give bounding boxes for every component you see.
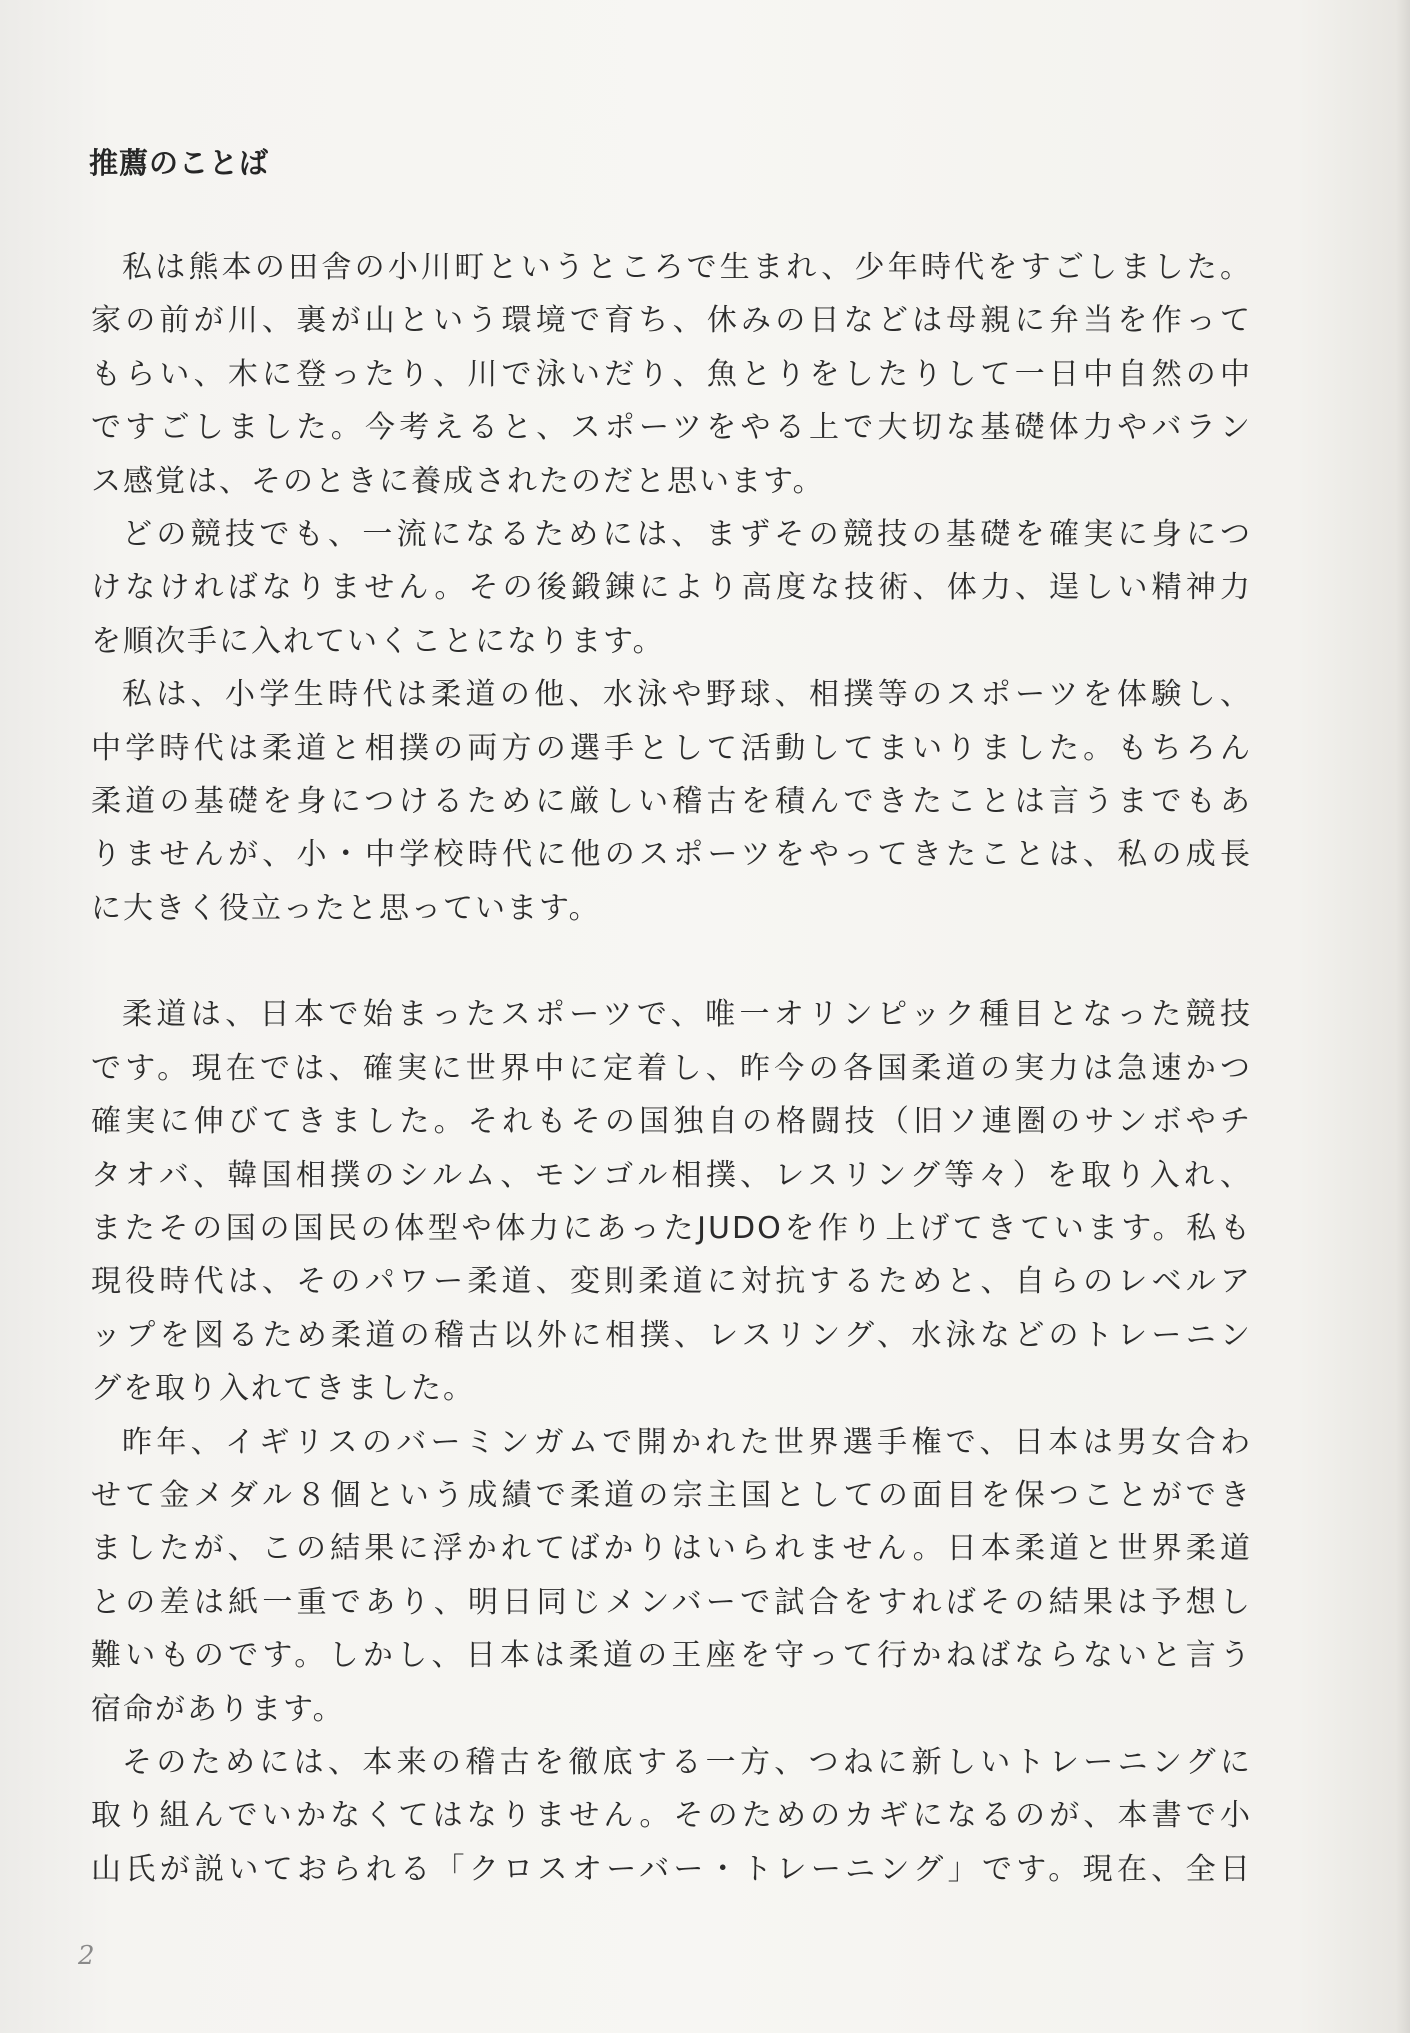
text-line: 私は熊本の田舎の小川町というところで生まれ、少年時代をすごしました。 [122,250,1252,285]
text-line: です。現在では、確実に世界中に定着し、昨今の各国柔道の実力は急速かつ [91,1050,1252,1086]
text-line: ですごしました。今考えると、スポーツをやる上で大切な基礎体力やバラン [91,410,1252,446]
text-line: もらい、木に登ったり、川で泳いだり、魚とりをしたりして一日中自然の中 [91,356,1252,392]
paragraph [91,508,1252,668]
text-line: どの競技でも、一流になるためには、まずその競技の基礎を確実に身につ [122,516,1252,552]
paragraph [91,241,1252,508]
text-line: りませんが、小・中学校時代に他のスポーツをやってきたことは、私の成長 [91,837,1252,873]
text-line: ップを図るため柔道の稽古以外に相撲、レスリング、水泳などのトレーニン [91,1317,1252,1353]
text-line: タオバ、韓国相撲のシルム、モンゴル相撲、レスリング等々）を取り入れ、 [91,1157,1252,1193]
page-number: 2 [78,1941,95,1971]
text-line: せて金メダル８個という成績で柔道の宗主国としての面目を保つことができ [91,1477,1252,1513]
text-line: 柔道は、日本で始まったスポーツで、唯一オリンピック種目となった競技 [122,997,1252,1033]
paragraph [91,1416,1252,1736]
paragraph [91,668,1252,935]
text-line: 家の前が川、裏が山という環境で育ち、休みの日などは母親に弁当を作って [91,303,1252,339]
paragraph [91,1736,1252,1896]
text-line: またその国の国民の体型や体力にあったJUDOを作り上げてきています。私も [91,1211,1252,1247]
text-line: 難いものです。しかし、日本は柔道の王座を守って行かねばならないと言う [91,1638,1252,1674]
text-line: 確実に伸びてきました。それもその国独自の格闘技（旧ソ連圏のサンボやチ [91,1104,1252,1140]
text-line: そのためには、本来の稽古を徹底する一方、つねに新しいトレーニングに [122,1744,1252,1780]
text-line: グを取り入れてきました。 [91,1371,475,1407]
text-line: 柔道の基礎を身につけるために厳しい稽古を積んできたことは言うまでもあ [91,783,1252,819]
text-line: 中学時代は柔道と相撲の両方の選手として活動してまいりました。もちろん [91,730,1252,766]
text-line: 宿命があります。 [91,1691,345,1727]
text-line: との差は紙一重であり、明日同じメンバーで試合をすればその結果は予想し [91,1584,1252,1620]
text-line: ましたが、この結果に浮かれてばかりはいられません。日本柔道と世界柔道 [91,1531,1252,1567]
text-line: 山氏が説いておられる「クロスオーバー・トレーニング」です。現在、全日 [91,1851,1252,1887]
text-line: 昨年、イギリスのバーミンガムで開かれた世界選手権で、日本は男女合わ [122,1424,1252,1460]
text-line: ス感覚は、そのときに養成されたのだと思います。 [91,463,825,499]
text-line: 私は、小学生時代は柔道の他、水泳や野球、相撲等のスポーツを体験し、 [122,677,1252,713]
text-line: 取り組んでいかなくてはなりません。そのためのカギになるのが、本書で小 [91,1798,1252,1834]
page-edge-shadow [1396,0,1410,2033]
text-line: を順次手に入れていくことになります。 [91,623,665,659]
section-heading: 推薦のことば [89,146,270,180]
text-line: けなければなりません。その後鍛錬により高度な技術、体力、逞しい精神力 [91,570,1252,606]
text-line: に大きく役立ったと思っています。 [91,890,601,926]
paragraph [91,988,1252,1415]
document-body [91,241,1252,1896]
text-line: 現役時代は、そのパワー柔道、変則柔道に対抗するためと、自らのレベルア [91,1264,1252,1300]
